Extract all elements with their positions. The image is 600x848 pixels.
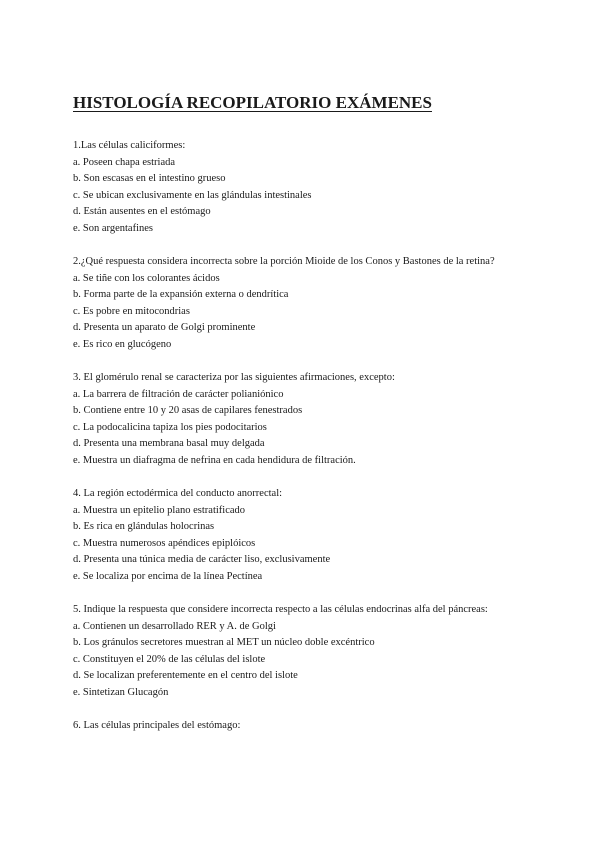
question-text: 1.Las células caliciformes: — [73, 140, 186, 151]
document-title: HISTOLOGÍA RECOPILATORIO EXÁMENES — [73, 93, 432, 112]
answer-option: b. Forma parte de la expansión externa o dendrítica — [73, 289, 289, 300]
question-text: 6. Las células principales del estómago: — [73, 720, 241, 731]
question-5 — [73, 602, 533, 701]
answer-option: a. Contienen un desarrollado RER y A. de Golgi — [73, 620, 276, 632]
question-1 — [73, 138, 533, 237]
answer-options — [73, 387, 533, 470]
answer-option: d. Se localizan preferentemente en el centro del islote — [73, 670, 298, 681]
answer-option: e. Son argentafines — [73, 222, 153, 234]
answer-option: d. Están ausentes en el estómago — [73, 206, 211, 217]
answer-option: d. Presenta un aparato de Golgi prominente — [73, 322, 256, 333]
question-3 — [73, 370, 533, 469]
answer-option: c. Muestra numerosos apéndices epiplóicos — [73, 537, 256, 549]
question-4 — [73, 486, 533, 585]
question-text: 2.¿Qué respuesta considera incorrecta sobre la porción Mioide de los Conos y Bastones de la retina? — [73, 256, 495, 267]
answer-option: b. Los gránulos secretores muestran al MET un núcleo doble excéntrico — [73, 637, 375, 648]
question-list — [73, 138, 533, 752]
answer-option: e. Se localiza por encima de la línea Pectínea — [73, 570, 263, 582]
question-6 — [73, 718, 533, 735]
question-text: 3. El glomérulo renal se caracteriza por las siguientes afirmaciones, excepto: — [73, 372, 395, 383]
answer-option: c. Se ubican exclusivamente en las glándulas intestinales — [73, 189, 312, 201]
answer-options — [73, 503, 533, 586]
answer-option: a. Poseen chapa estriada — [73, 156, 176, 168]
question-2 — [73, 254, 533, 353]
answer-option: d. Presenta una túnica media de carácter liso, exclusivamente — [73, 554, 331, 565]
answer-option: e. Sintetizan Glucagón — [73, 686, 169, 698]
answer-options — [73, 155, 533, 238]
answer-option: b. Es rica en glándulas holocrinas — [73, 521, 215, 532]
answer-option: a. Se tiñe con los colorantes ácidos — [73, 272, 220, 284]
answer-option: c. Es pobre en mitocondrias — [73, 305, 190, 317]
answer-option: e. Muestra un diafragma de nefrina en cada hendidura de filtración. — [73, 454, 356, 466]
question-text: 5. Indique la respuesta que considere incorrecta respecto a las células endocrinas alfa del páncreas: — [73, 604, 488, 615]
answer-option: b. Son escasas en el intestino grueso — [73, 173, 226, 184]
answer-option: c. La podocalicina tapiza los pies podocitarios — [73, 421, 267, 433]
answer-option: a. Muestra un epitelio plano estratificado — [73, 504, 246, 516]
answer-option: c. Constituyen el 20% de las células del islote — [73, 653, 266, 665]
answer-option: e. Es rico en glucógeno — [73, 338, 172, 350]
question-text: 4. La región ectodérmica del conducto anorrectal: — [73, 488, 283, 499]
answer-options — [73, 619, 533, 702]
answer-option: a. La barrera de filtración de carácter polianiónico — [73, 388, 284, 400]
answer-options — [73, 271, 533, 354]
answer-option: b. Contiene entre 10 y 20 asas de capilares fenestrados — [73, 405, 303, 416]
answer-option: d. Presenta una membrana basal muy delgada — [73, 438, 265, 449]
